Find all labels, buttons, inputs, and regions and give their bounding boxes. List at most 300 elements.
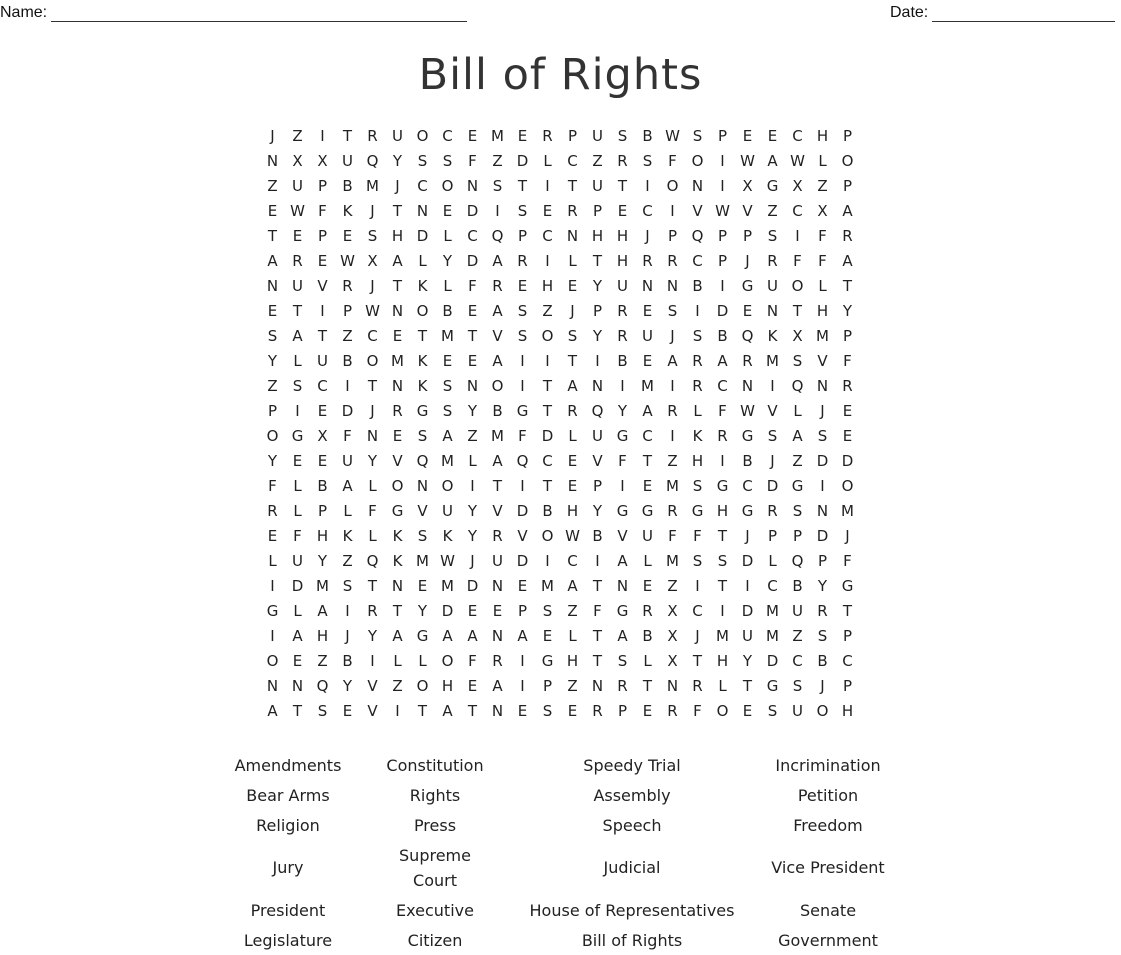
grid-letter: E bbox=[292, 452, 303, 470]
grid-letter: S bbox=[717, 552, 728, 570]
grid-letter: R bbox=[342, 277, 353, 295]
grid-letter: Y bbox=[842, 302, 853, 320]
word-bank-item: House of Representatives bbox=[529, 900, 735, 920]
grid-letter: S bbox=[792, 352, 803, 370]
grid-letter: F bbox=[518, 427, 527, 445]
grid-letter: R bbox=[517, 252, 528, 270]
grid-row bbox=[260, 124, 860, 149]
grid-letter: N bbox=[391, 577, 404, 595]
grid-letter: A bbox=[567, 377, 578, 395]
grid-letter: A bbox=[267, 252, 278, 270]
grid-letter: M bbox=[441, 577, 454, 595]
grid-letter: U bbox=[292, 277, 303, 295]
grid-letter: S bbox=[692, 327, 703, 345]
grid-letter: C bbox=[692, 602, 703, 620]
grid-letter: A bbox=[392, 627, 403, 645]
grid-letter: D bbox=[516, 152, 529, 170]
grid-letter: F bbox=[793, 252, 802, 270]
grid-letter: R bbox=[667, 502, 678, 520]
grid-letter: T bbox=[792, 302, 803, 320]
grid-letter: D bbox=[466, 252, 479, 270]
grid-letter: J bbox=[745, 527, 750, 545]
grid-letter: V bbox=[492, 502, 503, 520]
grid-letter: H bbox=[316, 527, 329, 545]
grid-letter: Z bbox=[567, 602, 578, 620]
grid-letter: R bbox=[617, 302, 628, 320]
grid-letter: I bbox=[745, 577, 750, 595]
grid-letter: F bbox=[468, 652, 477, 670]
grid-letter: R bbox=[692, 377, 703, 395]
grid-letter: A bbox=[442, 427, 453, 445]
grid-letter: H bbox=[716, 502, 729, 520]
grid-letter: T bbox=[717, 527, 728, 545]
grid-letter: I bbox=[695, 302, 700, 320]
grid-letter: F bbox=[368, 502, 377, 520]
word-bank-item: Religion bbox=[256, 815, 320, 835]
word-bank-item: Bill of Rights bbox=[581, 930, 683, 950]
grid-letter: S bbox=[442, 152, 453, 170]
grid-letter: N bbox=[466, 377, 479, 395]
grid-letter: O bbox=[391, 477, 404, 495]
grid-letter: O bbox=[266, 427, 279, 445]
grid-letter: P bbox=[667, 227, 678, 245]
grid-letter: T bbox=[717, 577, 728, 595]
grid-letter: M bbox=[366, 177, 379, 195]
grid-letter: O bbox=[541, 327, 554, 345]
word-bank-row bbox=[0, 895, 1121, 925]
word-bank-item: Senate bbox=[799, 900, 857, 920]
word-bank-item: Rights bbox=[409, 785, 461, 805]
grid-letter: Y bbox=[467, 402, 478, 420]
word-bank-item: Amendments bbox=[234, 755, 342, 775]
grid-letter: L bbox=[368, 477, 377, 495]
grid-letter: H bbox=[566, 652, 579, 670]
word-bank-item: Speech bbox=[602, 815, 662, 835]
grid-letter: C bbox=[542, 452, 553, 470]
grid-letter: M bbox=[841, 502, 854, 520]
grid-letter: D bbox=[516, 502, 529, 520]
grid-letter: F bbox=[843, 552, 852, 570]
grid-letter: J bbox=[695, 627, 700, 645]
grid-letter: R bbox=[667, 402, 678, 420]
grid-letter: G bbox=[741, 277, 754, 295]
grid-letter: X bbox=[367, 252, 378, 270]
grid-letter: P bbox=[767, 527, 778, 545]
grid-letter: O bbox=[441, 177, 454, 195]
grid-row bbox=[260, 449, 860, 474]
grid-letter: S bbox=[417, 152, 428, 170]
grid-letter: L bbox=[418, 652, 427, 670]
grid-letter: O bbox=[816, 702, 829, 720]
grid-letter: S bbox=[292, 377, 303, 395]
grid-letter: S bbox=[817, 427, 828, 445]
grid-letter: M bbox=[391, 352, 404, 370]
grid-letter: X bbox=[292, 152, 303, 170]
grid-letter: Y bbox=[617, 402, 628, 420]
grid-letter: I bbox=[770, 377, 775, 395]
grid-letter: R bbox=[642, 602, 653, 620]
grid-letter: L bbox=[443, 277, 452, 295]
grid-letter: F bbox=[818, 227, 827, 245]
grid-letter: D bbox=[291, 577, 304, 595]
grid-letter: Z bbox=[567, 677, 578, 695]
grid-letter: V bbox=[692, 202, 703, 220]
word-bank-item: Government bbox=[778, 930, 878, 950]
grid-letter: S bbox=[817, 627, 828, 645]
grid-letter: R bbox=[492, 652, 503, 670]
grid-letter: R bbox=[717, 427, 728, 445]
grid-letter: T bbox=[642, 677, 653, 695]
word-bank-item: President bbox=[250, 900, 326, 920]
grid-letter: E bbox=[392, 327, 403, 345]
grid-letter: D bbox=[416, 227, 429, 245]
grid-letter: C bbox=[442, 127, 453, 145]
page-title: Bill of Rights bbox=[418, 50, 703, 100]
grid-letter: P bbox=[817, 552, 828, 570]
grid-letter: J bbox=[370, 277, 375, 295]
grid-letter: T bbox=[292, 702, 303, 720]
grid-letter: D bbox=[741, 552, 754, 570]
word-bank-item: Press bbox=[413, 815, 457, 835]
grid-letter: U bbox=[742, 627, 753, 645]
grid-letter: S bbox=[492, 177, 503, 195]
grid-letter: J bbox=[370, 202, 375, 220]
grid-letter: N bbox=[691, 177, 704, 195]
grid-letter: I bbox=[695, 577, 700, 595]
grid-letter: T bbox=[842, 277, 853, 295]
grid-letter: I bbox=[270, 577, 275, 595]
grid-letter: U bbox=[642, 527, 653, 545]
grid-letter: N bbox=[291, 677, 304, 695]
grid-letter: U bbox=[792, 702, 803, 720]
grid-letter: G bbox=[291, 427, 304, 445]
grid-letter: L bbox=[293, 602, 302, 620]
name-blank-line[interactable] bbox=[51, 5, 467, 22]
grid-letter: C bbox=[767, 577, 778, 595]
grid-letter: U bbox=[317, 352, 328, 370]
grid-letter: V bbox=[317, 277, 328, 295]
grid-letter: M bbox=[541, 577, 554, 595]
grid-letter: Y bbox=[592, 277, 603, 295]
grid-letter: W bbox=[740, 402, 755, 420]
grid-letter: P bbox=[542, 677, 553, 695]
grid-letter: I bbox=[720, 452, 725, 470]
grid-letter: N bbox=[416, 202, 429, 220]
grid-letter: Y bbox=[817, 577, 828, 595]
grid-letter: L bbox=[443, 227, 452, 245]
grid-letter: D bbox=[466, 202, 479, 220]
word-bank-item: Vice President bbox=[771, 858, 885, 877]
grid-letter: S bbox=[517, 327, 528, 345]
grid-letter: R bbox=[617, 327, 628, 345]
grid-letter: G bbox=[766, 177, 779, 195]
grid-letter: N bbox=[266, 677, 279, 695]
grid-letter: R bbox=[567, 202, 578, 220]
grid-letter: X bbox=[667, 652, 678, 670]
grid-letter: T bbox=[617, 177, 628, 195]
grid-row bbox=[260, 199, 860, 224]
grid-letter: P bbox=[317, 177, 328, 195]
grid-letter: F bbox=[343, 427, 352, 445]
grid-row bbox=[260, 499, 860, 524]
grid-letter: A bbox=[392, 252, 403, 270]
grid-row bbox=[260, 324, 860, 349]
grid-letter: S bbox=[792, 677, 803, 695]
grid-letter: A bbox=[317, 602, 328, 620]
grid-letter: S bbox=[692, 127, 703, 145]
grid-letter: L bbox=[293, 352, 302, 370]
grid-letter: K bbox=[767, 327, 778, 345]
grid-letter: R bbox=[492, 277, 503, 295]
grid-letter: E bbox=[742, 127, 753, 145]
grid-letter: P bbox=[717, 127, 728, 145]
grid-letter: R bbox=[767, 252, 778, 270]
date-blank-line[interactable] bbox=[932, 5, 1115, 22]
grid-letter: J bbox=[820, 677, 825, 695]
grid-letter: D bbox=[766, 652, 779, 670]
grid-letter: P bbox=[342, 302, 353, 320]
grid-letter: R bbox=[292, 252, 303, 270]
grid-letter: O bbox=[491, 377, 504, 395]
grid-letter: I bbox=[520, 477, 525, 495]
grid-letter: Q bbox=[316, 677, 329, 695]
grid-letter: C bbox=[842, 652, 853, 670]
grid-letter: R bbox=[592, 702, 603, 720]
date-label: Date: bbox=[890, 4, 929, 21]
grid-letter: S bbox=[617, 127, 628, 145]
grid-letter: R bbox=[692, 677, 703, 695]
grid-letter: Z bbox=[592, 152, 603, 170]
grid-letter: Q bbox=[516, 452, 529, 470]
grid-letter: P bbox=[517, 602, 528, 620]
grid-letter: D bbox=[816, 452, 829, 470]
name-field[interactable] bbox=[0, 4, 467, 22]
grid-letter: N bbox=[491, 627, 504, 645]
grid-letter: J bbox=[345, 627, 350, 645]
word-bank-item: Judicial bbox=[603, 858, 661, 877]
grid-letter: E bbox=[767, 127, 778, 145]
grid-letter: Z bbox=[317, 652, 328, 670]
grid-row bbox=[260, 149, 860, 174]
grid-letter: S bbox=[417, 427, 428, 445]
grid-letter: S bbox=[792, 502, 803, 520]
grid-letter: A bbox=[842, 252, 853, 270]
grid-letter: J bbox=[645, 227, 650, 245]
grid-letter: T bbox=[392, 277, 403, 295]
grid-letter: F bbox=[693, 527, 702, 545]
grid-letter: H bbox=[616, 227, 629, 245]
word-bank-item: Supreme Court bbox=[399, 845, 471, 890]
word-search-grid bbox=[260, 124, 860, 724]
grid-letter: T bbox=[342, 127, 353, 145]
grid-letter: S bbox=[542, 702, 553, 720]
grid-letter: H bbox=[316, 627, 329, 645]
grid-letter: O bbox=[691, 152, 704, 170]
grid-letter: O bbox=[416, 127, 429, 145]
grid-letter: A bbox=[517, 627, 528, 645]
grid-row bbox=[260, 599, 860, 624]
grid-letter: L bbox=[418, 252, 427, 270]
grid-letter: U bbox=[292, 552, 303, 570]
grid-letter: S bbox=[767, 227, 778, 245]
grid-letter: B bbox=[592, 527, 603, 545]
grid-letter: I bbox=[320, 127, 325, 145]
grid-letter: X bbox=[667, 627, 678, 645]
grid-letter: A bbox=[442, 627, 453, 645]
grid-letter: J bbox=[570, 302, 575, 320]
grid-letter: T bbox=[567, 177, 578, 195]
grid-letter: C bbox=[567, 552, 578, 570]
grid-letter: I bbox=[795, 227, 800, 245]
grid-letter: K bbox=[392, 527, 403, 545]
grid-letter: B bbox=[717, 327, 728, 345]
grid-letter: N bbox=[641, 277, 654, 295]
grid-letter: L bbox=[543, 152, 552, 170]
grid-letter: Y bbox=[467, 527, 478, 545]
grid-letter: U bbox=[442, 502, 453, 520]
grid-letter: Q bbox=[691, 227, 704, 245]
grid-letter: T bbox=[592, 627, 603, 645]
grid-letter: N bbox=[491, 577, 504, 595]
grid-letter: F bbox=[318, 202, 327, 220]
word-bank bbox=[0, 750, 1121, 955]
grid-letter: L bbox=[268, 552, 277, 570]
word-bank-row bbox=[0, 780, 1121, 810]
grid-letter: A bbox=[567, 577, 578, 595]
grid-letter: I bbox=[295, 402, 300, 420]
grid-row bbox=[260, 424, 860, 449]
grid-letter: C bbox=[542, 227, 553, 245]
grid-letter: N bbox=[391, 377, 404, 395]
grid-letter: A bbox=[492, 252, 503, 270]
grid-letter: I bbox=[520, 352, 525, 370]
grid-letter: G bbox=[616, 502, 629, 520]
grid-letter: J bbox=[470, 552, 475, 570]
grid-letter: L bbox=[643, 552, 652, 570]
grid-letter: X bbox=[742, 177, 753, 195]
grid-letter: E bbox=[267, 527, 278, 545]
grid-letter: H bbox=[816, 127, 829, 145]
grid-letter: R bbox=[817, 602, 828, 620]
grid-letter: C bbox=[742, 477, 753, 495]
grid-letter: I bbox=[495, 202, 500, 220]
grid-row bbox=[260, 249, 860, 274]
grid-letter: P bbox=[717, 227, 728, 245]
grid-letter: D bbox=[541, 427, 554, 445]
grid-letter: Z bbox=[792, 627, 803, 645]
grid-letter: I bbox=[345, 602, 350, 620]
grid-letter: Y bbox=[267, 352, 278, 370]
grid-letter: V bbox=[767, 402, 778, 420]
grid-letter: E bbox=[267, 302, 278, 320]
grid-letter: N bbox=[491, 702, 504, 720]
grid-letter: U bbox=[292, 177, 303, 195]
grid-letter: V bbox=[392, 452, 403, 470]
grid-letter: H bbox=[541, 277, 554, 295]
grid-letter: X bbox=[792, 177, 803, 195]
grid-letter: Q bbox=[591, 402, 604, 420]
grid-letter: V bbox=[517, 527, 528, 545]
grid-letter: B bbox=[342, 177, 353, 195]
date-field[interactable] bbox=[890, 4, 1115, 22]
grid-letter: P bbox=[317, 227, 328, 245]
grid-letter: M bbox=[666, 552, 679, 570]
grid-letter: A bbox=[617, 627, 628, 645]
grid-letter: E bbox=[442, 352, 453, 370]
grid-letter: B bbox=[642, 127, 653, 145]
grid-letter: E bbox=[517, 127, 528, 145]
grid-letter: E bbox=[317, 252, 328, 270]
grid-letter: T bbox=[392, 602, 403, 620]
grid-letter: M bbox=[666, 477, 679, 495]
grid-letter: H bbox=[716, 652, 729, 670]
grid-letter: O bbox=[416, 677, 429, 695]
grid-letter: N bbox=[391, 302, 404, 320]
grid-letter: S bbox=[767, 702, 778, 720]
grid-letter: D bbox=[441, 602, 454, 620]
grid-letter: L bbox=[693, 402, 702, 420]
grid-letter: E bbox=[742, 302, 753, 320]
grid-letter: G bbox=[516, 402, 529, 420]
grid-letter: G bbox=[541, 652, 554, 670]
grid-row bbox=[260, 699, 860, 724]
grid-letter: M bbox=[491, 427, 504, 445]
grid-letter: I bbox=[545, 352, 550, 370]
grid-letter: F bbox=[468, 152, 477, 170]
grid-letter: J bbox=[370, 402, 375, 420]
grid-letter: B bbox=[742, 452, 753, 470]
grid-letter: E bbox=[617, 202, 628, 220]
word-bank-row bbox=[0, 750, 1121, 780]
grid-letter: Q bbox=[791, 552, 804, 570]
grid-letter: U bbox=[592, 177, 603, 195]
word-bank-item: Legislature bbox=[243, 930, 333, 950]
grid-letter: H bbox=[816, 302, 829, 320]
grid-letter: O bbox=[841, 152, 854, 170]
grid-letter: E bbox=[567, 477, 578, 495]
grid-letter: E bbox=[842, 427, 853, 445]
grid-letter: I bbox=[345, 377, 350, 395]
grid-letter: U bbox=[792, 602, 803, 620]
grid-letter: E bbox=[467, 602, 478, 620]
grid-letter: S bbox=[442, 402, 453, 420]
grid-letter: T bbox=[417, 327, 428, 345]
grid-letter: T bbox=[742, 677, 753, 695]
grid-letter: A bbox=[667, 352, 678, 370]
word-bank-row bbox=[0, 925, 1121, 955]
word-bank-item: Bear Arms bbox=[246, 785, 330, 805]
grid-letter: O bbox=[841, 477, 854, 495]
grid-letter: Y bbox=[592, 502, 603, 520]
grid-letter: I bbox=[545, 177, 550, 195]
grid-letter: Y bbox=[467, 502, 478, 520]
grid-letter: G bbox=[416, 402, 429, 420]
grid-letter: N bbox=[666, 277, 679, 295]
grid-letter: E bbox=[642, 577, 653, 595]
grid-letter: N bbox=[591, 377, 604, 395]
grid-letter: F bbox=[818, 252, 827, 270]
grid-letter: E bbox=[567, 452, 578, 470]
grid-letter: G bbox=[841, 577, 854, 595]
grid-letter: S bbox=[517, 302, 528, 320]
grid-letter: T bbox=[592, 577, 603, 595]
grid-letter: R bbox=[267, 502, 278, 520]
grid-letter: A bbox=[442, 702, 453, 720]
grid-letter: K bbox=[392, 552, 403, 570]
grid-letter: S bbox=[442, 377, 453, 395]
grid-letter: W bbox=[440, 552, 455, 570]
grid-letter: B bbox=[692, 277, 703, 295]
